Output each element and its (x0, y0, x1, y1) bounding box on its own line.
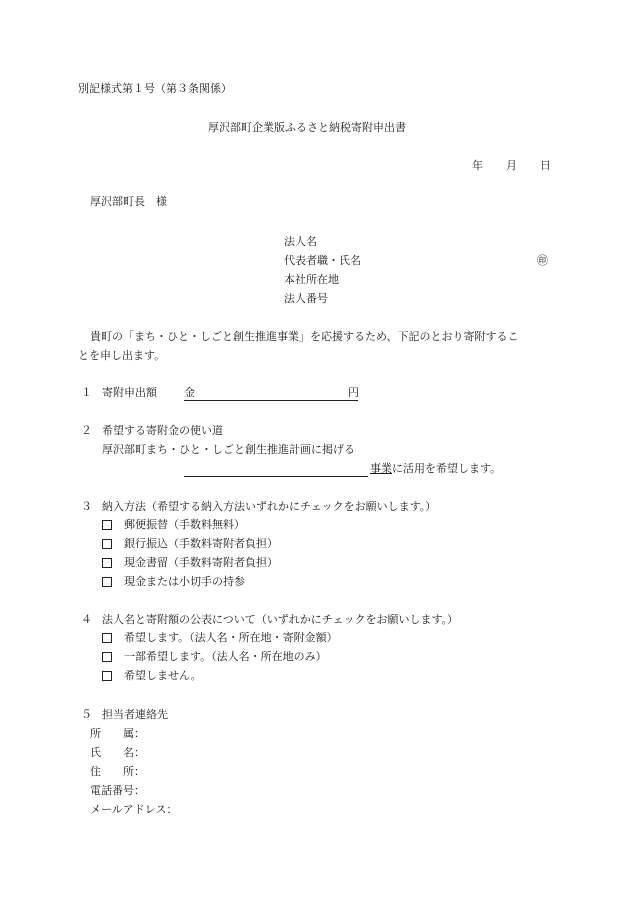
contact-address-label: 住 所： (90, 765, 145, 778)
section1-label: 寄附申出額 (102, 386, 157, 399)
publish-none-checkbox[interactable] (102, 671, 112, 681)
payment-option-label: 郵便振替（手数料無料） (124, 518, 245, 531)
amount-unit: 円 (348, 386, 359, 399)
contact-phone-label: 電話番号： (90, 784, 145, 797)
contact-department-label: 所 属： (90, 727, 145, 740)
project-underline[interactable] (184, 476, 368, 477)
payment-bank-checkbox[interactable] (102, 539, 112, 549)
project-suffix: に活用を希望します。 (392, 462, 502, 475)
contact-name-label: 氏 名： (90, 746, 145, 759)
section2-line1: 厚沢部町まち・ひと・しごと創生推進計画に掲げる (102, 443, 355, 456)
contact-email-label: メールアドレス： (90, 803, 178, 816)
amount-underline[interactable] (184, 400, 358, 401)
section3-number: ３ (81, 500, 92, 513)
corp-number-label: 法人番号 (284, 292, 328, 305)
section5-label: 担当者連絡先 (102, 708, 168, 721)
seal-mark: ㊞ (537, 254, 548, 267)
publish-full-checkbox[interactable] (102, 633, 112, 643)
publish-option-label: 希望しません。 (124, 669, 202, 682)
amount-prefix: 金 (184, 386, 195, 399)
date-year: 年 (472, 159, 483, 172)
intro-line-1: 貴町の「まち・ひと・しごと創生推進事業」を応援するため、下記のとおり寄附するこ (90, 330, 519, 343)
section1-number: １ (81, 386, 92, 399)
payment-option-label: 現金書留（手数料寄附者負担） (124, 556, 278, 569)
section4-label: 法人名と寄附額の公表について（いずれかにチェックをお願いします。） (102, 613, 459, 626)
representative-label: 代表者職・氏名 (284, 254, 361, 267)
payment-registered-cash-checkbox[interactable] (102, 558, 112, 568)
date-day: 日 (540, 159, 551, 172)
section5-number: ５ (81, 708, 92, 721)
date-month: 月 (506, 159, 517, 172)
payment-option-label: 銀行振込（手数料寄附者負担） (124, 537, 278, 550)
corp-name-label: 法人名 (284, 235, 317, 248)
document-title: 厚沢部町企業版ふるさと納税寄附申出書 (208, 121, 406, 134)
head-office-label: 本社所在地 (284, 273, 339, 286)
payment-option-label: 現金または小切手の持参 (124, 575, 245, 588)
payment-in-person-checkbox[interactable] (102, 577, 112, 587)
payment-postal-checkbox[interactable] (102, 520, 112, 530)
section4-number: ４ (81, 613, 92, 626)
publish-option-label: 一部希望します。（法人名・所在地のみ） (124, 650, 327, 663)
section3-label: 納入方法（希望する納入方法いずれかにチェックをお願いします。） (102, 500, 437, 513)
form-number: 別記様式第１号（第３条関係） (78, 82, 232, 95)
publish-option-label: 希望します。（法人名・所在地・寄附金額） (124, 631, 338, 644)
intro-line-2: とを申し出ます。 (78, 349, 166, 362)
publish-partial-checkbox[interactable] (102, 652, 112, 662)
section2-number: ２ (81, 424, 92, 437)
addressee: 厚沢部町長 様 (90, 195, 167, 208)
section2-label: 希望する寄附金の使い道 (102, 424, 223, 437)
project-suffix-underlined: 事業 (370, 462, 392, 475)
